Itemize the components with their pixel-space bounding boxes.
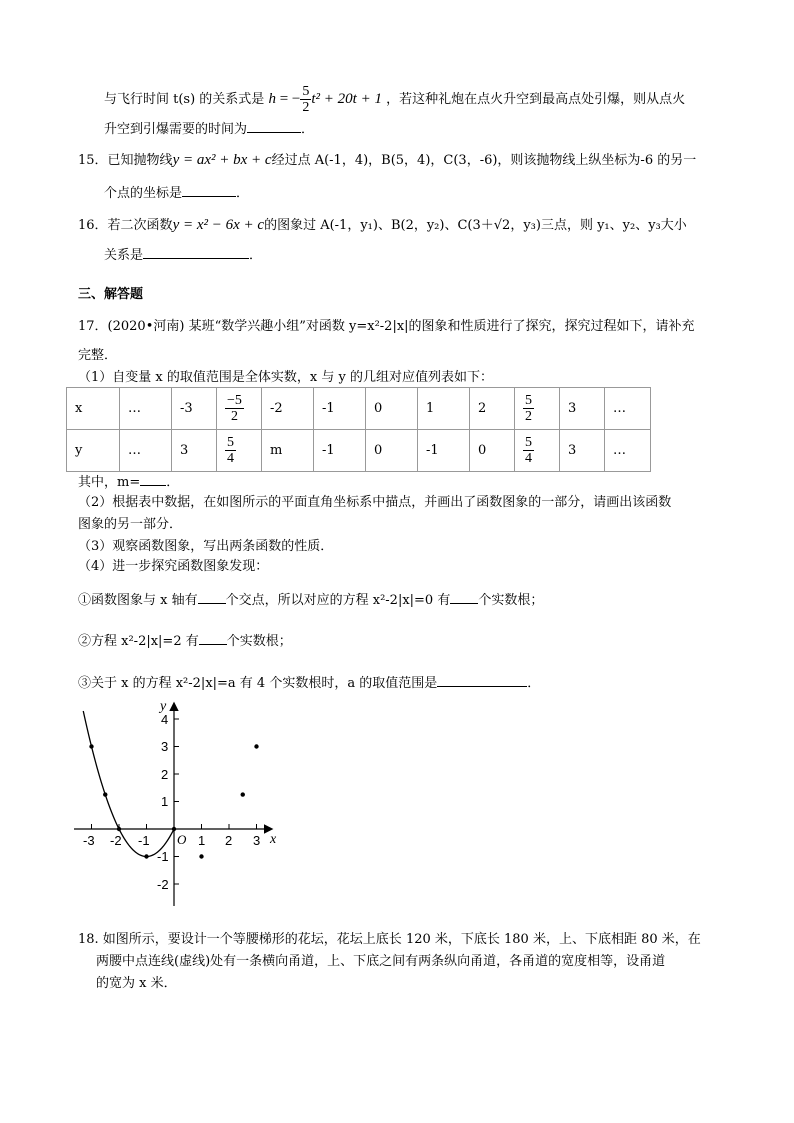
s3-blank[interactable]	[437, 672, 527, 687]
origin-label: O	[177, 832, 187, 847]
x-tick-label: -2	[110, 833, 122, 848]
q17-sub2: ②方程 x²-2|x|=2 有 个实数根；	[78, 630, 292, 652]
table-cell-frac: $\frac{5}{4}$	[515, 430, 560, 472]
q17-part2b: 图象的另一部分．	[78, 517, 183, 532]
m-line: 其中，m= ．	[78, 471, 179, 493]
y-axis-label: y	[160, 699, 167, 714]
y-tick-label: 3	[161, 739, 169, 754]
q15-line1: 15．已知抛物线y = ax² + bx + c经过点 A(-1，4)，B(5，4)，C(3，-6)，则该抛物线上纵坐标为-6 的另一	[78, 152, 697, 168]
q16-sqrt: √2	[493, 218, 511, 233]
q16-line1: 16．若二次函数y = x² − 6x + c的图象过 A(-1，y₁)、B(2，y₂)、C(3＋√2，y₃)三点，则 y₁、y₂、y₃大小	[78, 217, 687, 233]
q17-part2a: （2）根据表中数据，在如图所示的平面直角坐标系中描点，并画出了函数图象的一部分，请画出该函数	[78, 495, 672, 510]
q16-line2: 关系是 ．	[104, 244, 262, 266]
x-tick-label: 3	[253, 833, 261, 848]
table-cell-frac: $\frac{-5}{2}$	[217, 388, 262, 430]
point	[172, 827, 176, 831]
y-tick-label: 4	[161, 712, 169, 727]
q15-answer-blank[interactable]	[182, 182, 236, 197]
table-row-y: y … 3 $\frac{5}{4}$ m -1 0 -1 0 $\frac{5}{4}$ 3 …	[67, 430, 651, 472]
q17-line2: 完整．	[78, 348, 118, 363]
table-cell-frac: $\frac{5}{2}$	[515, 388, 560, 430]
s1-blank-b[interactable]	[450, 589, 478, 604]
point	[199, 854, 203, 858]
function-curve	[83, 711, 174, 856]
y-tick-label: -1	[157, 849, 169, 864]
q17-sub3: ③关于 x 的方程 x²-2|x|=a 有 4 个实数根时，a 的取值范围是 ．	[78, 672, 540, 694]
q14-fraction: $\frac{5}{2}$	[302, 84, 310, 115]
q18-line3: 的宽为 x 米．	[96, 976, 177, 991]
point	[103, 792, 107, 796]
coordinate-graph	[66, 696, 296, 916]
q18-line2: 两腰中点连线(虚线)处有一条横向甬道，上、下底之间有两条纵向甬道，各甬道的宽度相等，设甬道	[96, 954, 666, 969]
q17-sub1: ①函数图象与 x 轴有 个交点，所以对应的方程 x²-2|x|=0 有 个实数根；	[78, 589, 543, 611]
q17-part3: （3）观察函数图象，写出两条函数的性质．	[78, 539, 334, 554]
q15-line2: 个点的坐标是 ．	[104, 182, 249, 204]
q16-answer-blank[interactable]	[143, 244, 249, 259]
value-table	[66, 387, 651, 472]
q14-formula-lhs: h	[268, 91, 276, 107]
q14-line1: 与飞行时间 t(s) 的关系式是 h = − $\frac{5}{2}$ t² + 20t + 1 ，若这种礼炮在点火升空到最高点处引爆，则从点火	[104, 84, 686, 115]
q15-formula: y = ax² + bx + c	[172, 152, 272, 168]
x-axis-label: x	[270, 832, 277, 847]
point	[117, 827, 121, 831]
q17-part1: （1）自变量 x 的取值范围是全体实数，x 与 y 的几组对应值列表如下：	[78, 370, 493, 385]
q17-part4: （4）进一步探究函数图象发现：	[78, 559, 269, 574]
y-tick-label: 1	[161, 794, 169, 809]
table-cell-frac: $\frac{5}{4}$	[217, 430, 262, 472]
table-row-x: x … -3 $\frac{-5}{2}$ -2 -1 0 1 2 $\frac{5}{2}$ 3 …	[67, 388, 651, 430]
x-tick-label: 1	[198, 833, 206, 848]
q14-answer-blank[interactable]	[247, 118, 301, 133]
s1-blank-a[interactable]	[198, 589, 226, 604]
q16-formula: y = x² − 6x + c	[172, 217, 265, 233]
y-tick-label: 2	[161, 767, 169, 782]
x-tick-label: 2	[225, 833, 233, 848]
table-cell-m: m	[262, 430, 314, 472]
q17-line1: 17．(2020•河南) 某班“数学兴趣小组”对函数 y=x²-2|x|的图象和性质进行了探究，探究过程如下，请补充	[78, 319, 695, 334]
point	[241, 792, 245, 796]
point	[89, 744, 93, 748]
point	[254, 744, 258, 748]
s2-blank[interactable]	[199, 630, 227, 645]
point	[144, 854, 148, 858]
q14-line2: 升空到引爆需要的时间为 ．	[104, 118, 314, 140]
m-answer-blank[interactable]	[140, 471, 166, 486]
section-heading: 三、解答题	[78, 287, 144, 302]
x-tick-label: -1	[138, 833, 150, 848]
y-ticks	[174, 719, 179, 884]
q14-formula-rest: t² + 20t + 1	[311, 91, 382, 107]
q18-line1: 18. 如图所示，要设计一个等腰梯形的花坛，花坛上底长 120 米，下底长 180 米，上、下底相距 80 米，在	[78, 932, 701, 947]
x-tick-label: -3	[83, 833, 95, 848]
y-tick-label: -2	[157, 877, 169, 892]
